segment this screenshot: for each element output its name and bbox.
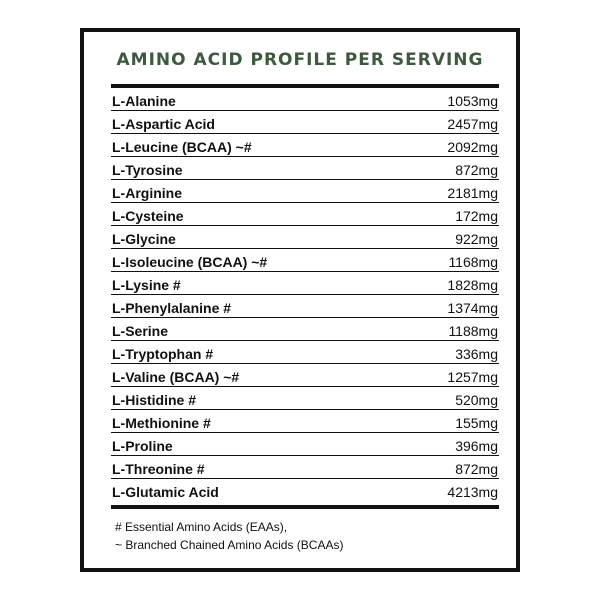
amino-acid-amount: 1828mg xyxy=(447,277,498,293)
table-row xyxy=(111,410,499,433)
bottom-divider xyxy=(111,505,499,509)
table-row xyxy=(111,203,499,226)
amino-acid-name: L-Glutamic Acid xyxy=(112,484,219,500)
table-row xyxy=(111,341,499,364)
amino-acid-name: L-Glycine xyxy=(112,231,176,247)
table-row xyxy=(111,157,499,180)
table-row xyxy=(111,249,499,272)
table-row xyxy=(111,295,499,318)
footnote-eaa: # Essential Amino Acids (EAAs), xyxy=(115,520,288,534)
table-row xyxy=(111,456,499,479)
table-row xyxy=(111,364,499,387)
amino-acid-amount: 872mg xyxy=(455,162,498,178)
table-row xyxy=(111,318,499,341)
table-row xyxy=(111,433,499,456)
panel-title: AMINO ACID PROFILE PER SERVING xyxy=(116,50,484,70)
amino-acid-name: L-Cysteine xyxy=(112,208,184,224)
table-row xyxy=(111,387,499,410)
amino-acid-name: L-Alanine xyxy=(112,93,176,109)
amino-acid-name: L-Methionine # xyxy=(112,415,211,431)
table-row xyxy=(111,111,499,134)
table-row xyxy=(111,272,499,295)
amino-acid-name: L-Threonine # xyxy=(112,461,205,477)
amino-acid-amount: 155mg xyxy=(455,415,498,431)
amino-acid-amount: 2181mg xyxy=(447,185,498,201)
table-row xyxy=(111,134,499,157)
amino-acid-name: L-Aspartic Acid xyxy=(112,116,215,132)
amino-acid-list xyxy=(111,88,499,501)
amino-acid-name: L-Leucine (BCAA) ~# xyxy=(112,139,252,155)
amino-acid-amount: 1374mg xyxy=(447,300,498,316)
amino-acid-amount: 2092mg xyxy=(447,139,498,155)
amino-acid-panel xyxy=(80,28,520,572)
amino-acid-amount: 4213mg xyxy=(447,484,498,500)
amino-acid-amount: 2457mg xyxy=(447,116,498,132)
amino-acid-name: L-Histidine # xyxy=(112,392,197,408)
amino-acid-name: L-Lysine # xyxy=(112,277,181,293)
amino-acid-name: L-Arginine xyxy=(112,185,182,201)
amino-acid-amount: 336mg xyxy=(455,346,498,362)
footnotes xyxy=(115,518,343,554)
amino-acid-name: L-Isoleucine (BCAA) ~# xyxy=(112,254,268,270)
amino-acid-name: L-Serine xyxy=(112,323,169,339)
amino-acid-name: L-Valine (BCAA) ~# xyxy=(112,369,240,385)
amino-acid-amount: 396mg xyxy=(455,438,498,454)
footnote-bcaa: ~ Branched Chained Amino Acids (BCAAs) xyxy=(115,538,344,552)
table-row xyxy=(111,479,499,501)
amino-acid-amount: 1053mg xyxy=(447,93,498,109)
amino-acid-name: L-Proline xyxy=(112,438,173,454)
amino-acid-amount: 922mg xyxy=(455,231,498,247)
amino-acid-name: L-Tyrosine xyxy=(112,162,183,178)
table-row xyxy=(111,88,499,111)
table-row xyxy=(111,180,499,203)
amino-acid-amount: 872mg xyxy=(455,461,498,477)
amino-acid-amount: 520mg xyxy=(455,392,498,408)
table-row xyxy=(111,226,499,249)
amino-acid-amount: 172mg xyxy=(455,208,498,224)
amino-acid-name: L-Phenylalanine # xyxy=(112,300,232,316)
amino-acid-amount: 1168mg xyxy=(448,254,498,270)
amino-acid-amount: 1257mg xyxy=(447,369,498,385)
amino-acid-name: L-Tryptophan # xyxy=(112,346,214,362)
amino-acid-amount: 1188mg xyxy=(448,323,498,339)
